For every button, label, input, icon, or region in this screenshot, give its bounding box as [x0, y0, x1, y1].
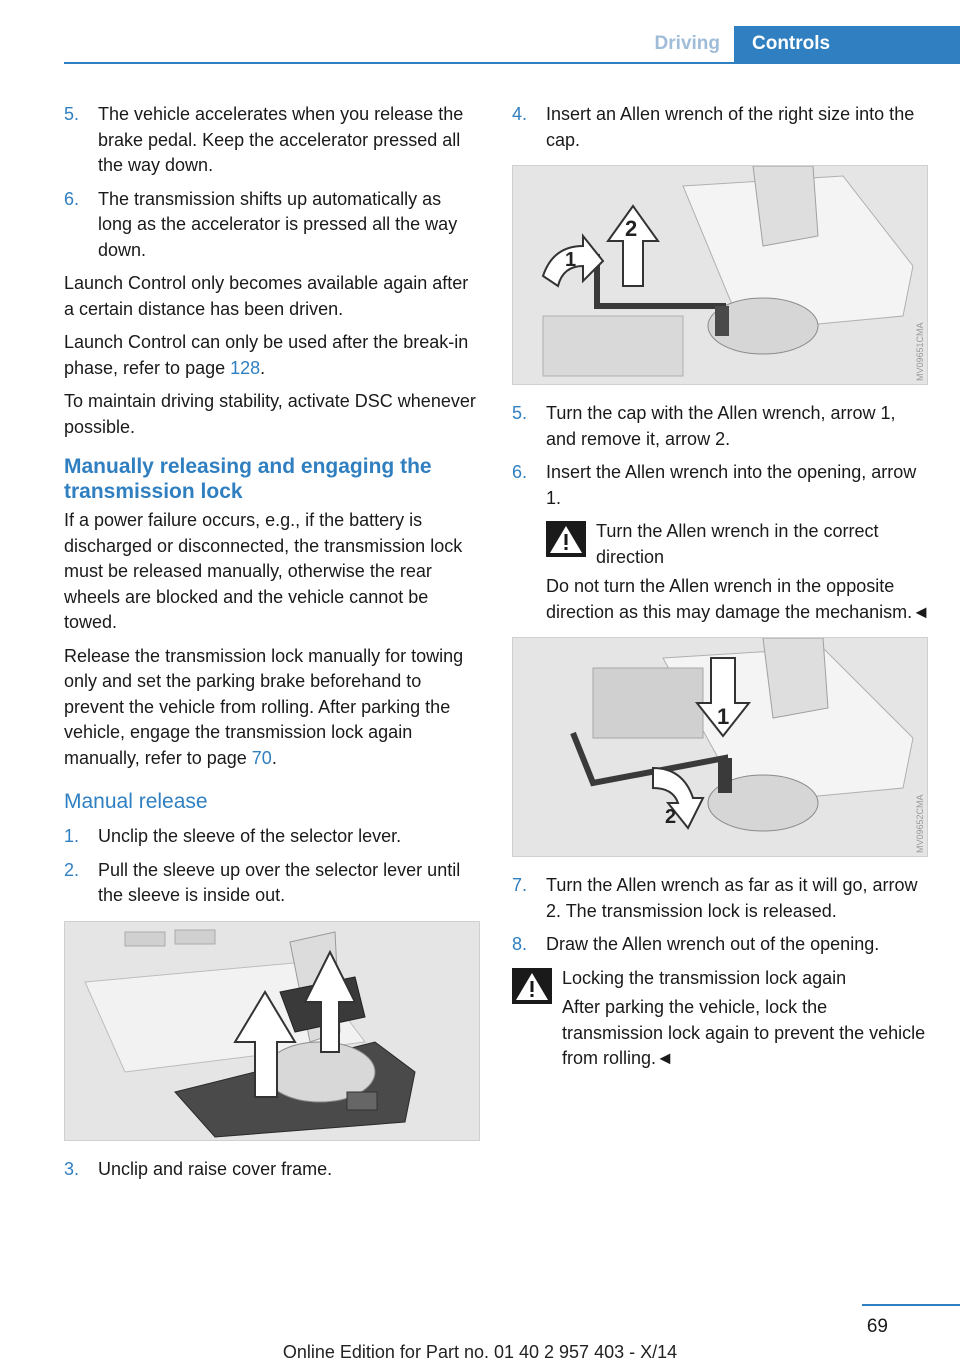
paragraph: To maintain driving stability, activate DSC whenever possible. — [64, 391, 476, 437]
warning-text: Do not turn the Allen wrench in the opposite direction as this may damage the mechanism.◄ — [546, 576, 930, 622]
list-item — [512, 460, 930, 511]
step-number: 4. — [512, 104, 528, 124]
step-number: 7. — [512, 875, 528, 895]
step-number: 8. — [512, 934, 528, 954]
page-link[interactable]: 128 — [230, 357, 261, 378]
step-text: Unclip and raise cover frame. — [98, 1158, 333, 1179]
figure-allen-wrench-turn — [512, 637, 928, 857]
arrow-label-1: 1 — [717, 704, 730, 729]
list-item — [64, 102, 480, 179]
step-text: Pull the sleeve up over the selector lever until the sleeve is inside out. — [98, 859, 461, 905]
warning-note — [512, 966, 930, 1072]
figure-selector-sleeve — [64, 921, 480, 1141]
subsection-heading: Manual release — [64, 790, 208, 813]
figure-allen-wrench-cap — [512, 165, 928, 385]
warning-title: Locking the transmission lock again — [562, 967, 847, 988]
list-item — [64, 1157, 480, 1183]
footer-rule — [862, 1304, 960, 1306]
illustration-selector-sleeve — [65, 922, 480, 1141]
step-text: Unclip the sleeve of the selector lever. — [98, 826, 402, 846]
right-column — [512, 102, 930, 1080]
step-text: Turn the cap with the Allen wrench, arrow 1, and remove it, arrow 2. — [546, 403, 896, 449]
step-text: The vehicle accelerates when you release the brake pedal. Keep the accelerator pressed all the way down. — [98, 104, 464, 175]
list-item — [64, 824, 480, 850]
step-number: 2. — [64, 859, 80, 880]
left-column — [64, 102, 480, 1190]
paragraph: Launch Control can only be used after the break-in phase, refer to page 128. — [64, 332, 469, 378]
warning-note — [512, 519, 930, 625]
warning-triangle-icon — [512, 968, 552, 1004]
figure-code: MV09652CMA — [915, 794, 925, 853]
page-number: 69 — [866, 1316, 888, 1337]
step-text: Insert the Allen wrench into the opening, arrow 1. — [546, 462, 917, 508]
section-heading: Manually releasing and engaging the transmission lock — [64, 455, 432, 503]
list-item — [512, 401, 930, 452]
paragraph: If a power failure occurs, e.g., if the battery is discharged or disconnected, the transmission lock must be released manually, otherwise the rear wheels are blocked and the vehicle cannot be towed. — [64, 510, 463, 632]
paragraph: Launch Control only becomes available again after a certain distance has been driven. — [64, 273, 469, 319]
step-number: 6. — [512, 462, 528, 482]
paragraph: Release the transmission lock manually for towing only and set the parking brake beforehand to prevent the vehicle from rolling. After parking the vehicle, engage the transmission lock again manually, refer to page 70. — [64, 645, 464, 768]
section-tab-driving[interactable]: Driving — [654, 33, 720, 54]
step-number: 5. — [512, 403, 528, 423]
step-number: 1. — [64, 826, 80, 846]
edition-footer: Online Edition for Part no. 01 40 2 957 403 - X/14 — [282, 1342, 678, 1362]
figure-code: MV09651CMA — [915, 322, 925, 381]
illustration-allen-wrench-cap — [513, 166, 928, 385]
arrow-label-2: 2 — [625, 216, 638, 241]
list-item — [64, 187, 480, 264]
page-header — [64, 26, 960, 64]
illustration-allen-wrench-turn — [513, 638, 928, 857]
step-number: 6. — [64, 188, 80, 209]
step-text: The transmission shifts up automatically as long as the accelerator is pressed all the way down. — [98, 188, 458, 260]
step-number: 5. — [64, 104, 80, 124]
arrow-label-1: 1 — [565, 249, 577, 271]
list-item — [64, 858, 480, 909]
page-link[interactable]: 70 — [251, 747, 272, 768]
chapter-tab-controls[interactable]: Controls — [734, 26, 960, 62]
list-item — [512, 873, 930, 924]
step-number: 3. — [64, 1158, 80, 1179]
list-item — [512, 102, 930, 153]
step-text: Turn the Allen wrench as far as it will go, arrow 2. The transmission lock is released. — [546, 875, 918, 921]
arrow-label-2: 2 — [665, 806, 677, 828]
warning-title: Turn the Allen wrench in the correct direction — [596, 521, 879, 567]
list-item — [512, 932, 930, 958]
warning-triangle-icon — [546, 521, 586, 557]
warning-text: After parking the vehicle, lock the transmission lock again to prevent the vehicle from rolling.◄ — [562, 997, 926, 1068]
step-text: Insert an Allen wrench of the right size into the cap. — [546, 104, 915, 150]
step-text: Draw the Allen wrench out of the opening. — [546, 934, 880, 954]
